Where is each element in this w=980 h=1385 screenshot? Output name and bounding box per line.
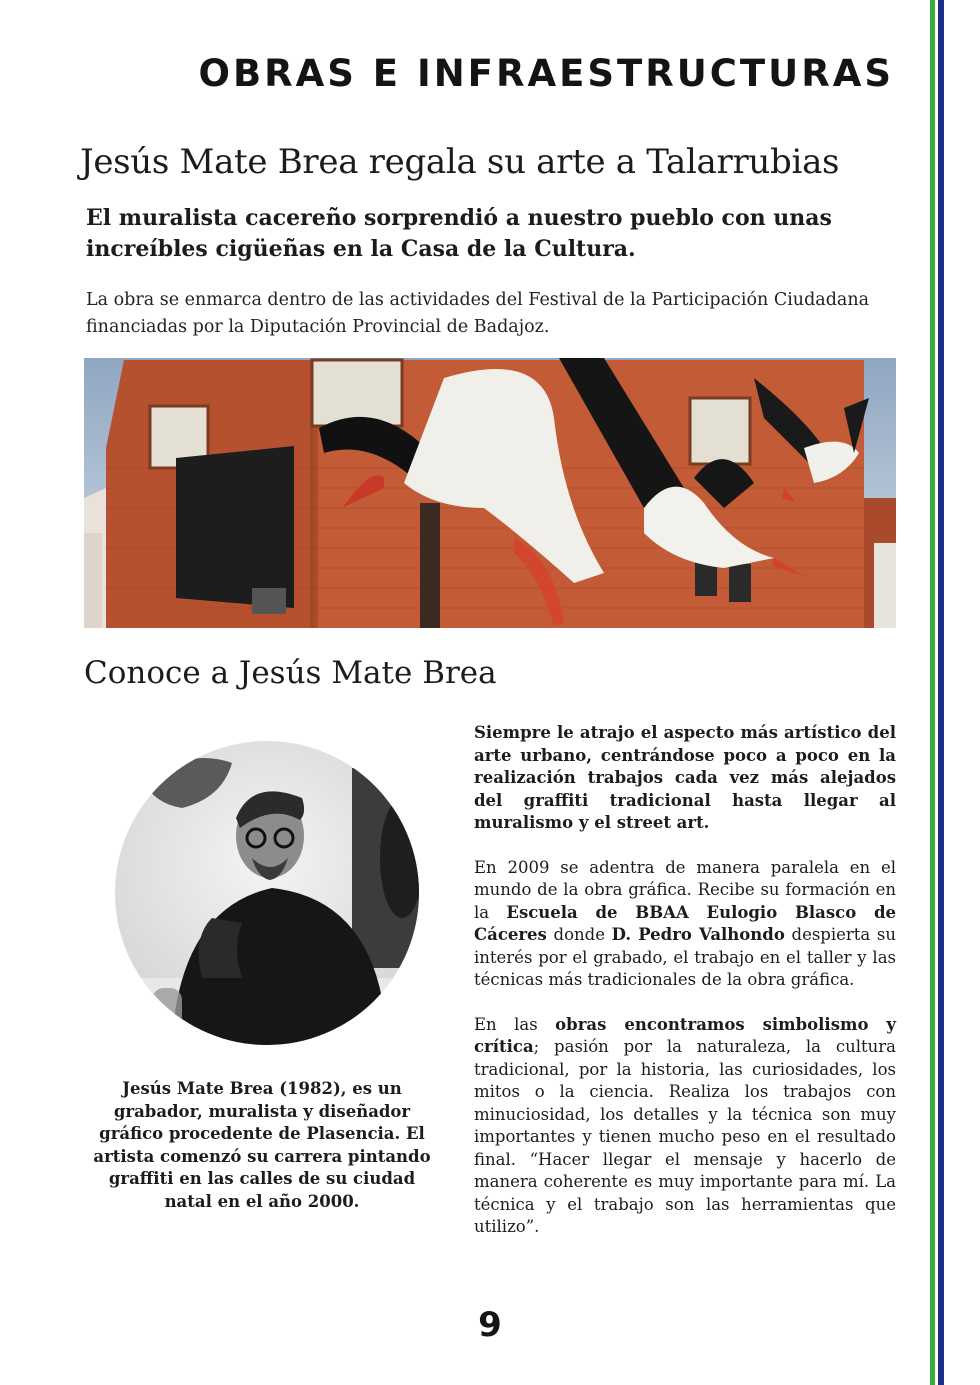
side-stripe-blue — [938, 0, 944, 1385]
article-intro: La obra se enmarca dentro de las actividades del Festival de la Participación Ciudadana financiadas por la Diputación Provincial de Badajoz. — [86, 290, 870, 337]
profile-p2-text-1: En 2009 se adentra de manera paralela en el mundo de la obra gráfica. Recibe su formación en la — [474, 857, 896, 922]
profile-p2-school: Escuela de BBAA Eulogio Blasco de Cáceres — [474, 902, 896, 944]
article-subheadline: El muralista cacereño sorprendió a nuestro pueblo con unas increíbles cigüeñas en la Casa de la Cultura. — [86, 205, 832, 262]
profile-p2-mentor: D. Pedro Valhondo — [611, 925, 785, 944]
portrait-glass-dome — [152, 988, 182, 1028]
profile-lead-paragraph: Siempre le atrajo el aspecto más artístico del arte urbano, centrándose poco a poco en la realización trabajos cada vez más alejados del graffiti tradicional hasta llegar al muralismo y el street art. — [474, 723, 896, 832]
profile-p3-highlight: obras encontramos simbolismo y crítica — [474, 1014, 896, 1056]
profile-text-column — [474, 722, 896, 1239]
portrait-arm — [199, 918, 242, 978]
mural-illustration — [84, 358, 896, 628]
artist-portrait — [102, 738, 432, 1048]
small-window-2 — [729, 564, 751, 602]
house-left-wall — [84, 533, 102, 628]
article-headline: Jesús Mate Brea regala su arte a Talarrubias — [80, 142, 840, 182]
profile-p2-text-3: despierta su interés por el grabado, el trabajo en el taller y las técnicas más tradicionales de la obra gráfica. — [474, 925, 896, 989]
house-right-wall — [874, 543, 896, 628]
portrait-illustration — [102, 738, 432, 1048]
profile-paragraph-works — [474, 1014, 896, 1239]
profile-p3-text-2: ; pasión por la naturaleza, la cultura tradicional, por la historia, las curiosidades, los mitos o la ciencia. Realiza los trabajos con minuciosidad, los detalles y la técnica son muy importantes y tienen mucho peso en el resultado final. “Hacer llegar el mensaje y hacerlo de manera coherente es muy importante para mí. La técnica y el trabajo son las herramientas que utilizo”. — [474, 1037, 896, 1236]
window-center — [312, 360, 402, 426]
profile-p3-text-1: En las — [474, 1014, 556, 1034]
artist-caption: Jesús Mate Brea (1982), es un grabador, muralista y diseñador gráfico procedente de Plasencia. El artista comenzó su carrera pintando graffiti en las calles de su ciudad natal en el año 2000. — [93, 1079, 431, 1211]
vent-grille — [252, 588, 286, 614]
page-number: 9 — [478, 1305, 502, 1345]
barred-door — [420, 503, 440, 628]
dark-panel — [176, 446, 294, 608]
profile-p2-text-2: donde — [546, 925, 612, 944]
profile-paragraph-training — [474, 857, 896, 992]
window-right — [690, 398, 750, 464]
section-header: OBRAS E INFRAESTRUCTURAS — [198, 52, 894, 95]
portrait-bell-jar — [380, 798, 424, 918]
mural-photo — [84, 358, 896, 628]
profile-title: Conoce a Jesús Mate Brea — [84, 655, 497, 691]
